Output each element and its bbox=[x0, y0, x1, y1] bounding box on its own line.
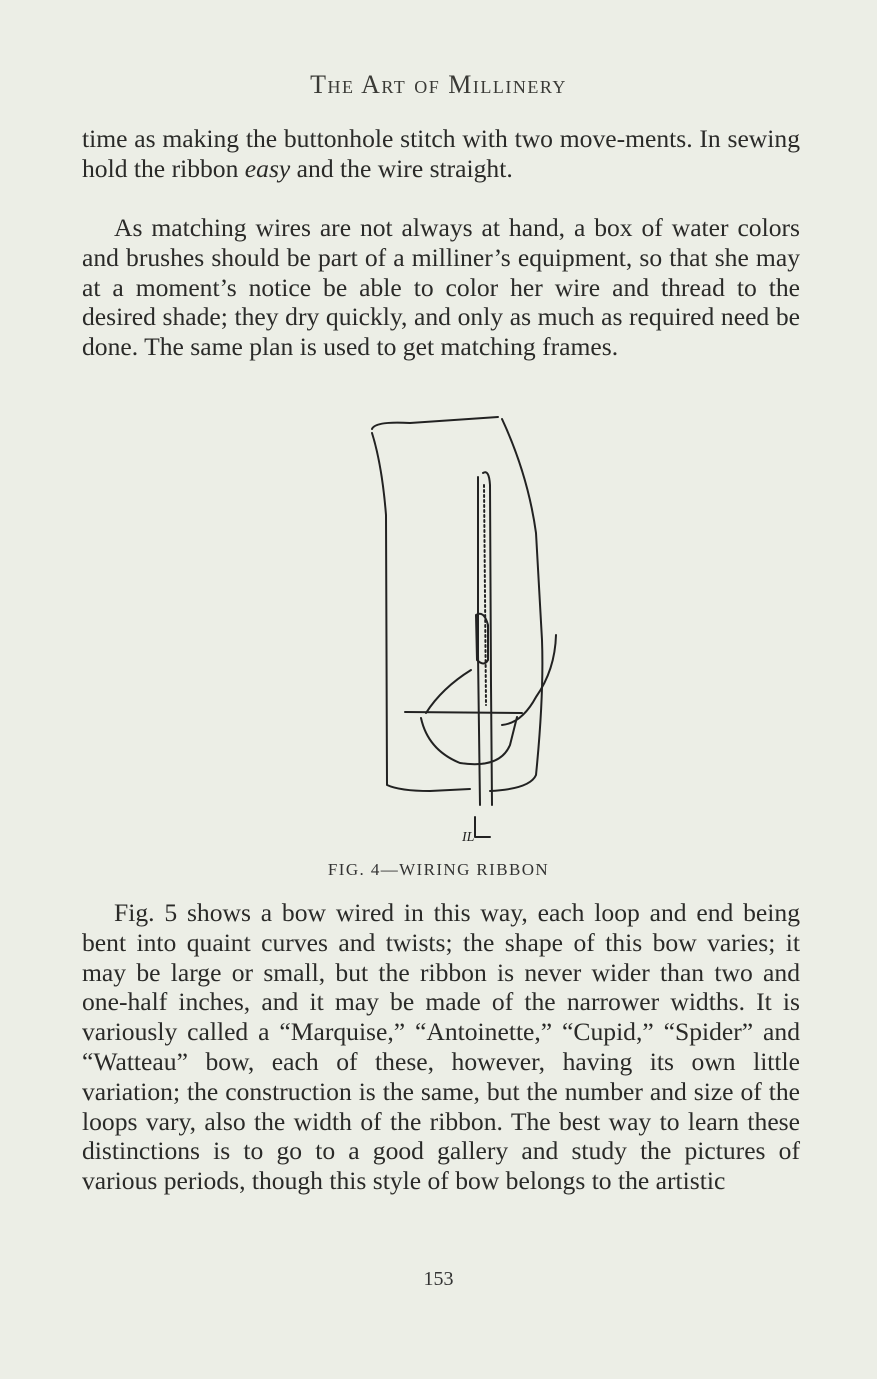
paragraph-1-text: time as making the buttonhole stitch with two move-ments. In sewing hold the ribbon bbox=[82, 124, 800, 183]
figure-caption: FIG. 4—WIRING RIBBON bbox=[327, 860, 550, 879]
figure-mark: IL bbox=[462, 830, 475, 845]
paragraph-3 bbox=[82, 898, 800, 1196]
wire-end bbox=[475, 817, 490, 837]
paragraph-2-text: As matching wires are not always at hand, a box of water colors and brushes should be part of a milliner’s equipment, so that she may at a moment’s notice be able to color her wire and thread to the desired shade; they dry quickly, and only as much as required need be done. The same plan is used to get matching frames. bbox=[82, 213, 800, 362]
page-number: 153 bbox=[423, 1268, 454, 1290]
paragraph-3-text: Fig. 5 shows a bow wired in this way, each loop and end being bent into quaint curves and twists; the shape of this bow varies; it may be large or small, but the ribbon is never wider than two and one-half inches, and it may be made of the narrower widths. It is variously called a “Marquise,” “Antoinette,” “Cupid,” “Spider” and “Watteau” bow, each of these, however, having its own little variation; the construction is the same, but the number and size of the loops vary, also the width of the ribbon. The best way to learn these distinctions is to go to a good gallery and study the pictures of various periods, though this style of bow belongs to the artistic bbox=[82, 898, 800, 1196]
ribbon-drawing bbox=[350, 405, 580, 855]
ribbon-left-edge bbox=[372, 433, 470, 791]
wiring-ribbon-illustration bbox=[350, 405, 580, 855]
paragraph-1 bbox=[82, 124, 800, 184]
bow-fold-left bbox=[426, 670, 471, 713]
paragraph-2 bbox=[82, 213, 800, 362]
paragraph-1-text-end: and the wire straight. bbox=[290, 153, 513, 183]
wire-shadow-line bbox=[478, 477, 480, 805]
bow-fold-right bbox=[502, 635, 556, 725]
emphasis-easy: easy bbox=[244, 153, 291, 183]
ribbon-top-edge bbox=[372, 417, 498, 429]
ribbon-right-edge bbox=[490, 419, 542, 791]
running-head: The Art of Millinery bbox=[310, 70, 567, 99]
stitch-column bbox=[484, 485, 486, 705]
bow-crossbar bbox=[405, 712, 522, 713]
